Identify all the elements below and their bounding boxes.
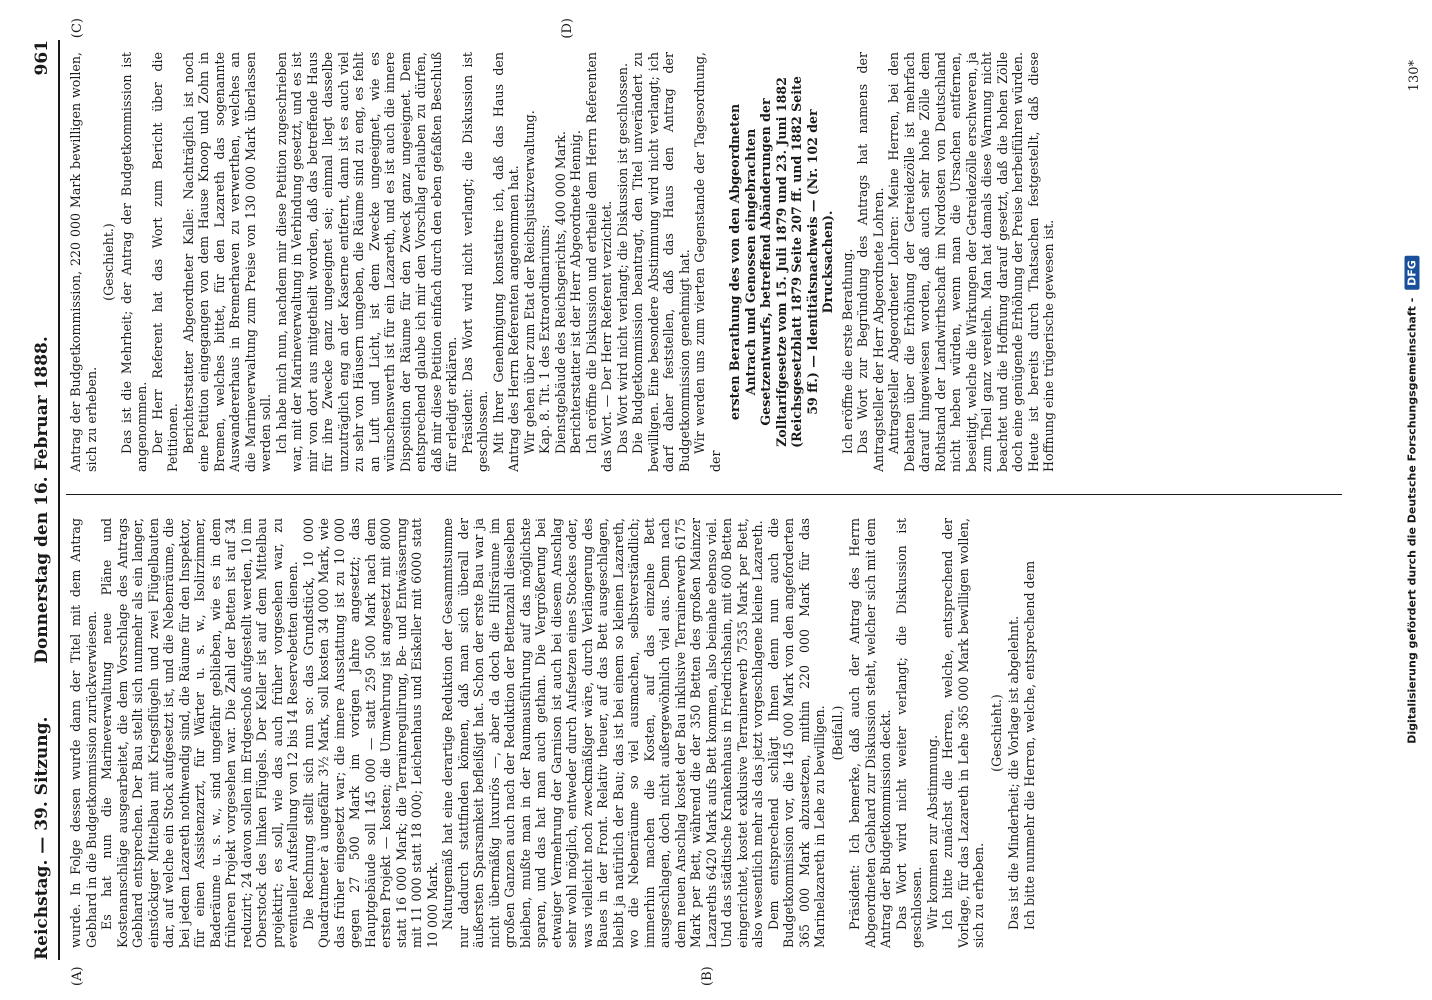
paragraph: Naturgemäß hat eine derartige Reduktion der Gesammtsumme nur dadurch stattfinden können, daß man sich überall der äußersten Sparsamkeit befleißigt hat. Schon der erste Bau war ja nicht übermäßig luxuriös —, aber da doch die Hilfsräume im großen Ganzen auch nach der Reduktion der Bettenzahl dieselben bleiben, mußte man in der Raumausführung auf das möglichste sparen, und das hat man auch gethan. Die Vergrößerung bei etwaiger Vermehrung der Garnison ist auch bei diesem Anschlag sehr wohl möglich, entweder durch Aufsetzen eines Stockes oder, was vielleicht noch zweckmäßiger wäre, durch Verlängerung des Baues in der Front. Relativ theuer, auf das Bett ausgeschlagen, bleibt ja natürlich der Bau; das ist bei einem so kleinen Lazareth, wo die Nebenräume so viel ausmachen, selbstverständlich; immerhin machen die Kosten, auf das einzelne Bett ausgeschlagen, doch nicht außergewöhnlich viel aus. Denn nach dem neuen Anschlag kostet der Bau inklusive Terrainerwerb 6175 Mark per Bett, während die der 350 Betten des großen Mainzer Lazareths 6420 Mark aufs Bett kommen, also beinahe ebenso viel. Und das städtische Krankenhaus in Friedrichshain, mit 600 Betten eingerichtet, kostet exklusive Terrainerwerb 7535 Mark per Bett, also wesentlich mehr als das jetzt vorgeschlagene kleine Lazareth. (440, 518, 765, 948)
paragraph: Mit Ihrer Genehmigung konstatire ich, daß das Haus den Antrag des Herrn Referenten angenommen hat. (490, 52, 521, 472)
right-column (68, 52, 1404, 472)
paragraph: Die Budgetkommission beantragt, den Titel unverändert zu bewilligen. Eine besondere Abstimmung wird nicht verlangt; ich darf daher feststellen, daß das Haus den Antrag der Budgetkommission genehmigt hat. (630, 52, 692, 472)
paragraph: Ich eröffne die erste Berathung. (839, 248, 855, 454)
margin-marker-a: (A) (70, 966, 85, 986)
applause-note: (Beifall.) (829, 705, 845, 761)
margin-marker-d: (D) (560, 18, 575, 39)
paragraph: Das ist die Minderheit; die Vorlage ist abgelehnt. (1006, 615, 1021, 930)
paragraph: Berichterstatter ist der Herr Abgeordnete Hennig. (568, 130, 583, 454)
header-left: Reichstag. — 39. Sitzung. (32, 716, 52, 960)
paragraph: Dienstgebäude des Reichsgerichts, 400 000 Mark. (552, 131, 568, 454)
paragraph: Ich eröffne die Diskussion und ertheile dem Herrn Referenten das Wort. — Der Herr Referent verzichtet. (583, 52, 614, 472)
header-date: Donnerstag den 16. Februar 1888. (32, 336, 52, 664)
paragraph: Kap. 8. Tit. 1 des Extraordinariums: (537, 224, 552, 454)
dfg-logo: DFG (1405, 256, 1420, 290)
paragraph: Es hat nun die Marineverwaltung neue Pläne und Kostenanschläge ausgearbeitet, die dem Vorschlage des Antrags Gebhard entsprechen. Der Bau stellt sich nunmehr als ein langer, einstöckiger Mittelbau mit Kriegsflügeln und zwei Flügelbauten dar, auf welche ein Stock aufgesetzt ist, und die Nebenräume, die bei jedem Lazareth nothwendig sind, die Räume für den Inspektor, für einen Assistenzarzt, für Wärter u. s. w., Isolirzimmer, Baderäume u. s. w., sind ungefähr geblieben, wie es in dem früheren Projekt vorgesehen war. Die Zahl der Betten ist auf 34 reduzirt; 24 davon sollen im Erdgeschoß aufgestellt werden, 10 im Oberstock des linken Flügels. Der Keller ist auf dem Mittelbau projektirt; es soll, wie das auch früher vorgesehen war, zu eventueller Aufstellung von 12 bis 14 Reservebetten dienen. (99, 518, 300, 948)
paragraph: Die Rechnung stellt sich nun so: das Grundstück, 10 000 Quadratmeter à ungefähr 3½ Mark, soll kosten 34 000 Mark, wie das früher eingesetzt war; die innere Ausstattung ist zu 10 000 gegen 27 500 Mark im vorigen Jahre angesetzt; das Hauptgebäude soll 145 000 — statt 259 500 Mark nach dem ersten Projekt — kosten; die Umwehrung ist angesetzt mit 8000 statt 16 000 Mark; die Terrainregulirung, Be- und Entwässerung mit 11 000 statt 18 000; Leichenhaus und Eiskeller mit 6000 statt 10 000 Mark. (300, 518, 440, 948)
happens-note: (Geschieht.) (101, 223, 116, 301)
paragraph: Wir kommen zur Abstimmung. (924, 734, 940, 930)
margin-marker-b: (B) (700, 966, 715, 986)
page-header (18, 40, 60, 960)
page-number: 961 (32, 40, 52, 76)
reporter-speech: Berichterstatter Abgeordneter Kalle: Nachträglich ist noch eine Petition eingegangen von dem Hause Knoop und Zohn in Bremen, welches bittet, für den Lazareth das sogenannte Auswandererhaus in Bremerhaven zu verwerthen, welches an die Marineverwaltung zum Preise von 130 000 Mark überlassen werden soll. (180, 52, 273, 472)
signature-mark: 130* (1407, 60, 1422, 92)
paragraph: Das Wort wird nicht verlangt; die Diskussion ist geschlossen. (614, 62, 630, 454)
paragraph: Das Wort zur Begründung des Antrags hat namens der Antragsteller der Herr Abgeordnete Lohren. (855, 52, 886, 472)
paragraph: Wir gehen über zum Etat der Reichsjustizverwaltung. (521, 110, 537, 454)
left-column (68, 518, 1404, 948)
paragraph: Ich bitte zunächst die Herren, welche, entsprechend der Vorlage, für das Lazareth in Lehe 365 000 Mark bewilligen wollen, sich zu erheben. (940, 518, 986, 948)
paragraph: Ich bitte nunmehr die Herren, welche, entsprechend dem (1021, 560, 1037, 930)
paragraph: Der Herr Referent hat das Wort zum Bericht über die Petitionen. (149, 52, 180, 472)
margin-marker-c: (C) (70, 18, 85, 39)
lohren-speech: Antragsteller Abgeordneter Lohren: Meine Herren, bei den Debatten über die Erhöhung der Getreidezölle ist mehrfach darauf hingewiesen worden, daß auch sehr hohe Zölle dem Rothstand der Landwirthschaft im Nordosten von Deutschland nicht heben würden, wenn man die Ursachen entfernen, beseitigt, welche die Wirkungen der Getreidezölle erschweren, ja zum Theil ganz vereiteln. Man hat damals diese Warnung nicht beachtet und die Hoffnung darauf gesetzt, daß die hohen Zölle doch eine genügende Erhöhung der Preise herbeiführen würden. Heute ist bereits durch Thatsachen festgestellt, daß diese Hoffnung eine trügerische gewesen ist. (886, 52, 1056, 472)
president-speech: Präsident: Ich bemerke, daß auch der Antrag des Herrn Abgeordneten Gebhard zur Diskussion steht, welcher sich mit dem Antrag der Budgetkommission deckt. (847, 518, 893, 948)
paragraph: Das Wort wird nicht weiter verlangt; die Diskussion ist geschlossen. (893, 518, 924, 948)
bill-heading: ersten Berathung des von den Abgeordneten Antrach und Genossen eingebrachten Gesetzentwurfs, betreffend Abänderungen der Zolltarifgesetze vom 15. Juli 1879 und 23. Juni 1882 (Reichsgesetzblatt 1879 Seite 207 ff. und 1882 Seite 59 ff.) — Identitätsnachweis — (Nr. 102 der Drucksachen). (727, 76, 835, 448)
paragraph: Das ist die Mehrheit; der Antrag der Budgetkommission ist angenommen. (118, 52, 149, 472)
paragraph: Ich habe mich nun, nachdem mir diese Petition zugeschrieben war, mit der Marineverwaltung in Verbindung gesetzt, und es ist mir von dort aus mitgetheilt worden, daß das betreffende Haus für ihre Zwecke ganz ungeeignet sei; einmal liegt dasselbe unzuträglich eng an der Kaserne entfernt, dann ist es auch viel zu sehr von Häusern umgeben, die Räume sind zu eng, es fehlt an Luft und Licht, ist dem Zwecke ungeeignet, wie es wünschenswerth ist für ein Lazareth, und es ist auch die innere Disposition der Räume für den Zweck ganz ungeeignet. Dem entsprechend glaube ich mir den Vorschlag erlauben zu dürfen, daß mir diese Petition einfach durch den eben gefaßten Beschluß für erledigt erklären. (273, 52, 459, 472)
applause-note: (Geschieht.) (988, 694, 1004, 772)
column-divider (66, 494, 1342, 495)
paragraph: Wir werden uns zum vierten Gegenstande der Tagesordnung, der (692, 52, 723, 472)
president-speech: Präsident: Das Wort wird nicht verlangt; die Diskussion ist geschlossen. (459, 52, 490, 472)
paragraph: wurde. In Folge dessen wurde dann der Titel mit dem Antrag Gebhard in die Budgetkommission zurückverwiesen. (68, 518, 99, 948)
digitization-credit (1405, 256, 1420, 744)
credit-text: Digitalisierung gefördert durch die Deutsche Forschungsgemeinschaft - (1405, 297, 1419, 744)
paragraph: Antrag der Budgetkommission, 220 000 Mark bewilligen wollen, sich zu erheben. (68, 52, 99, 472)
paragraph: Dem entsprechend schlägt Ihnen denn nun auch die Budgetkommission vor, die 145 000 Mark von den angeforderten 365 000 Mark abzusetzen, mithin 220 000 Mark für das Marinelazareth in Lehe zu bewilligen. (765, 518, 827, 948)
